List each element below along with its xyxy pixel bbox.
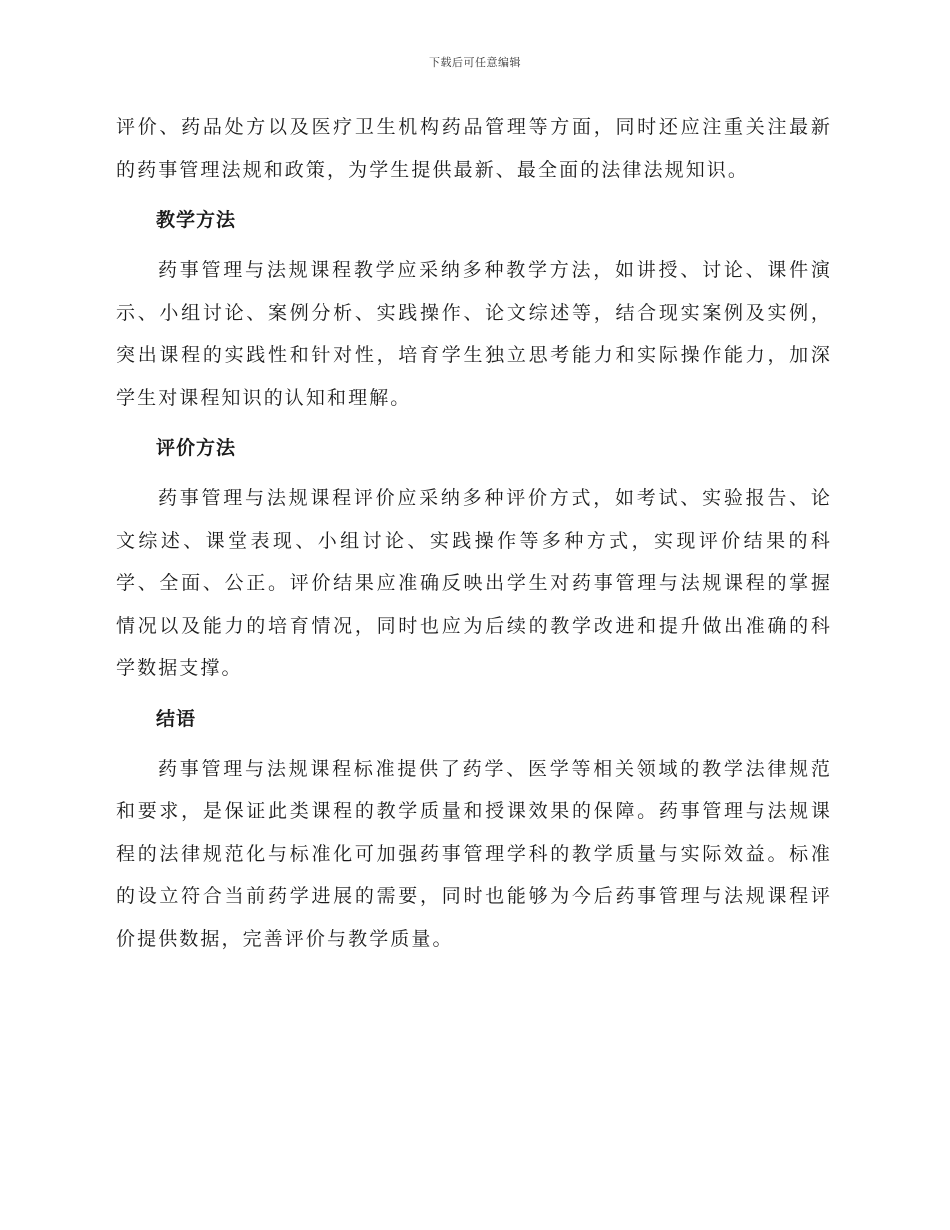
section-heading-teaching-methods: 教学方法 (156, 209, 237, 231)
section-body-conclusion: 药事管理与法规课程标准提供了药学、医学等相关领域的教学法律规范和要求，是保证此类课程的教学质量和授课效果的保障。药事管理与法规课程的法律规范化与标准化可加强药事管理学科的教学质量与实际效益。标准的设立符合当前药学进展的需要，同时也能够为今后药事管理与法规课程评价提供数据，完善评价与教学质量。 (116, 757, 832, 950)
section-body-evaluation-methods: 药事管理与法规课程评价应采纳多种评价方式，如考试、实验报告、论文综述、课堂表现、小组讨论、实践操作等多种方式，实现评价结果的科学、全面、公正。评价结果应准确反映出学生对药事管理与法规课程的掌握情况以及能力的培育情况，同时也应为后续的教学改进和提升做出准确的科学数据支撑。 (116, 487, 832, 679)
header-note: 下载后可任意编辑 (429, 56, 521, 69)
section-heading-evaluation-methods: 评价方法 (156, 437, 237, 459)
section-body-teaching-methods: 药事管理与法规课程教学应采纳多种教学方法，如讲授、讨论、课件演示、小组讨论、案例分析、实践操作、论文综述等，结合现实案例及实例，突出课程的实践性和针对性，培育学生独立思考能力和实际操作能力，加深学生对课程知识的认知和理解。 (116, 259, 832, 409)
section-heading-conclusion: 结语 (156, 707, 197, 730)
document-body (116, 106, 832, 960)
intro-paragraph: 评价、药品处方以及医疗卫生机构药品管理等方面，同时还应注重关注最新的药事管理法规和政策，为学生提供最新、最全面的法律法规知识。 (116, 116, 832, 181)
